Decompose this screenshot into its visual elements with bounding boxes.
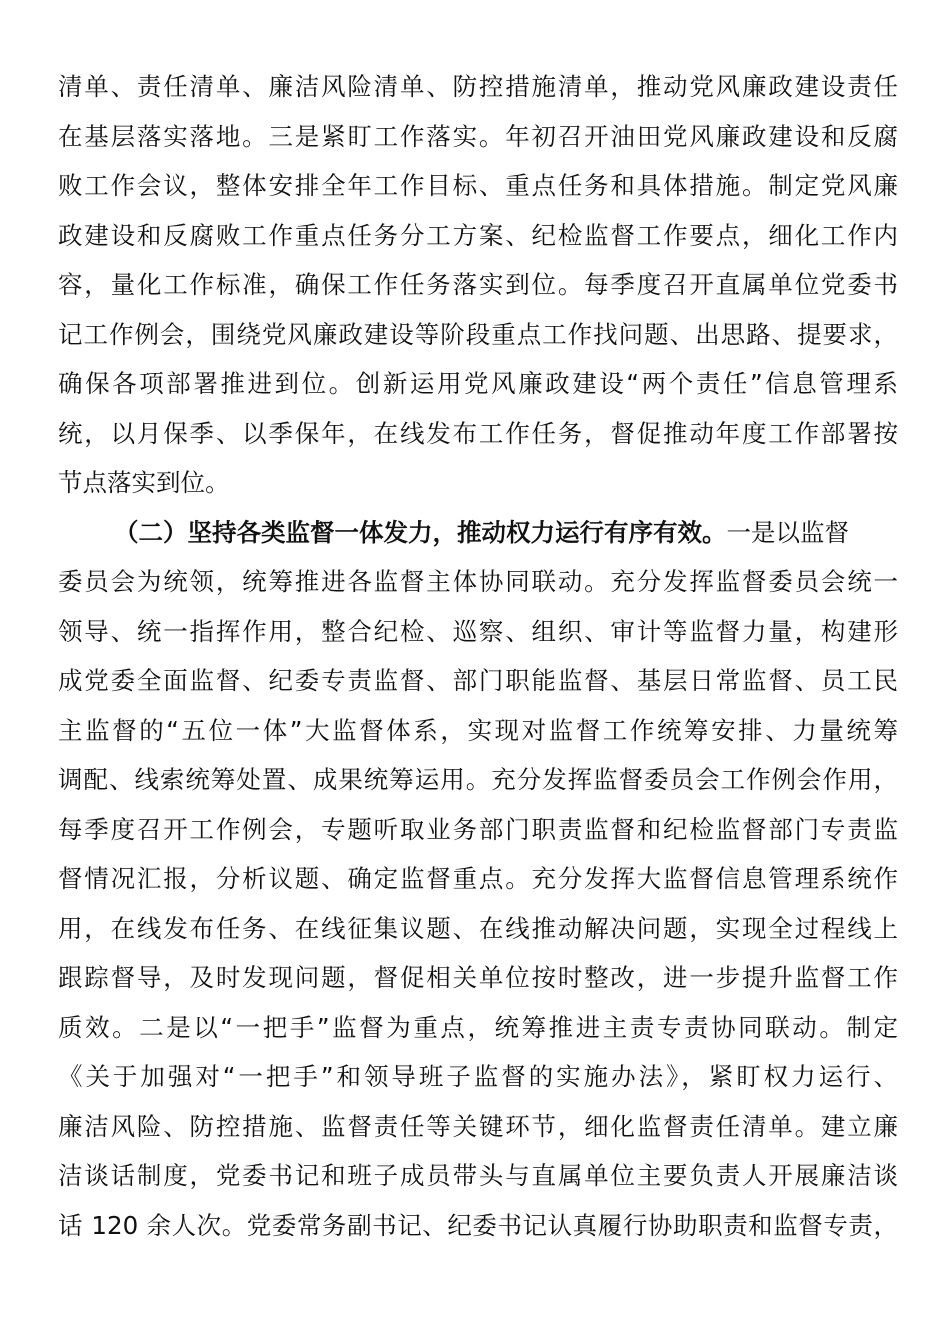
paragraph-line: 主监督的“五位一体”大监督体系，实现对监督工作统筹安排、力量统筹 — [58, 715, 898, 745]
paragraph-line: 在基层落实落地。三是紧盯工作落实。年初召开油田党风廉政建设和反腐 — [58, 121, 898, 151]
section-heading-continuation: 一是以监督 — [726, 517, 849, 547]
paragraph-line: 用，在线发布任务、在线征集议题、在线推动解决问题，实现全过程线上 — [58, 913, 898, 943]
paragraph-line: 廉洁风险、防控措施、监督责任等关键环节，细化监督责任清单。建立廉 — [58, 1111, 898, 1141]
paragraph-line: 节点落实到位。 — [58, 468, 230, 497]
section-heading-line — [58, 508, 898, 558]
section-heading: （二）坚持各类监督一体发力，推动权力运行有序有效。 — [114, 517, 727, 547]
paragraph-line: 每季度召开工作例会，专题听取业务部门职责监督和纪检监督部门专责监 — [58, 814, 898, 844]
paragraph-line: 统，以月保季、以季保年，在线发布工作任务，督促推动年度工作部署按 — [58, 418, 898, 448]
paragraph-line: 领导、统一指挥作用，整合纪检、巡察、组织、审计等监督力量，构建形 — [58, 616, 898, 646]
paragraph-line: 清单、责任清单、廉洁风险清单、防控措施清单，推动党风廉政建设责任 — [58, 72, 898, 101]
document-body — [58, 62, 898, 1250]
paragraph-line: 跟踪督导，及时发现问题，督促相关单位按时整改，进一步提升监督工作 — [58, 963, 898, 992]
paragraph-line: 确保各项部署推进到位。创新运用党风廉政建设“两个责任”信息管理系 — [58, 369, 898, 398]
paragraph-line: 容，量化工作标准，确保工作任务落实到位。每季度召开直属单位党委书 — [58, 270, 898, 299]
paragraph-line: 成党委全面监督、纪委专责监督、部门职能监督、基层日常监督、员工民 — [58, 666, 898, 695]
paragraph-line: 督情况汇报，分析议题、确定监督重点。充分发挥大监督信息管理系统作 — [58, 864, 898, 893]
paragraph-line: 记工作例会，围绕党风廉政建设等阶段重点工作找问题、出思路、提要求， — [58, 319, 898, 349]
paragraph-line: 《关于加强对“一把手”和领导班子监督的实施办法》，紧盯权力运行、 — [58, 1062, 898, 1091]
paragraph-line: 调配、线索统筹处置、成果统筹运用。充分发挥监督委员会工作例会作用， — [58, 765, 898, 794]
paragraph-line: 败工作会议，整体安排全年工作目标、重点任务和具体措施。制定党风廉 — [58, 171, 898, 200]
paragraph-line: 委员会为统领，统筹推进各监督主体协同联动。充分发挥监督委员会统一 — [58, 567, 898, 596]
paragraph-line: 话 120 余人次。党委常务副书记、纪委书记认真履行协助职责和监督专责， — [58, 1210, 898, 1240]
paragraph-line: 政建设和反腐败工作重点任务分工方案、纪检监督工作要点，细化工作内 — [58, 220, 898, 250]
paragraph-line: 洁谈话制度，党委书记和班子成员带头与直属单位主要负责人开展廉洁谈 — [58, 1161, 898, 1190]
paragraph-line: 质效。二是以“一把手”监督为重点，统筹推进主责专责协同联动。制定 — [58, 1012, 898, 1042]
